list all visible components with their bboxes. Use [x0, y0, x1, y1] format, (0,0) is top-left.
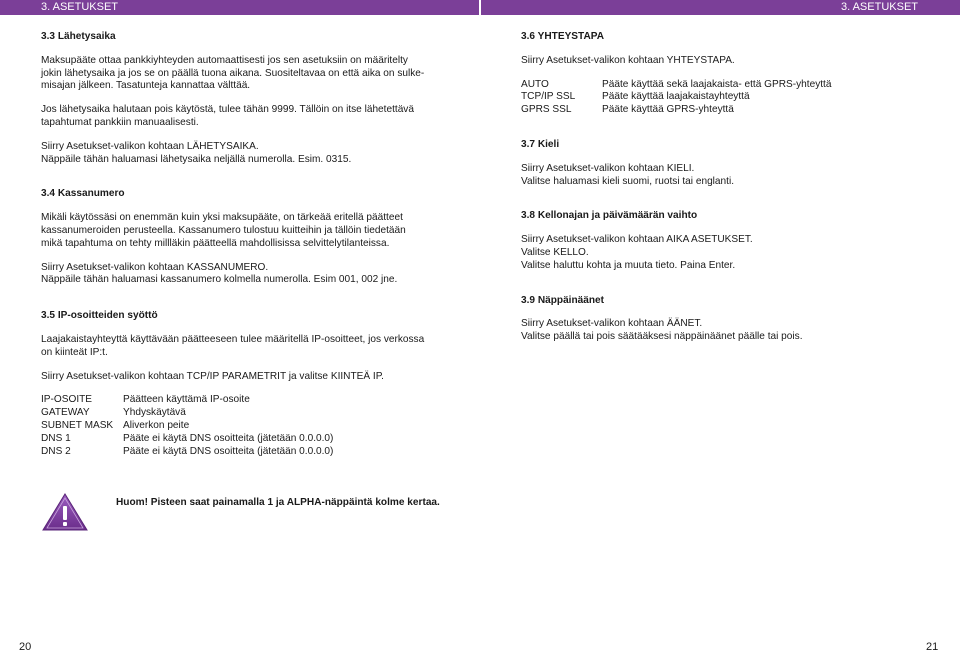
header-band-left	[0, 0, 479, 15]
section-3-5-paragraph-1: Laajakaistayhteyttä käyttävään päätteeseen tulee määritellä IP-osoitteet, jos verkossa on kiinteät IP:t.	[41, 333, 425, 358]
page-number-left: 20	[19, 641, 32, 653]
section-3-9-paragraph-1: Siirry Asetukset-valikon kohtaan ÄÄNET. Valitse päällä tai pois säätääksesi näppäinäänet päälle tai pois.	[521, 318, 803, 343]
definition-term: GATEWAY	[41, 407, 90, 419]
left-page-column	[41, 27, 451, 458]
warning-note-text: Huom! Pisteen saat painamalla 1 ja ALPHA-näppäintä kolme kertaa.	[116, 497, 440, 508]
right-page-column	[521, 27, 921, 344]
section-3-8-paragraph-1: Siirry Asetukset-valikon kohtaan AIKA ASETUKSET. Valitse KELLO. Valitse haluttu kohta ja muuta tieto. Paina Enter.	[521, 234, 753, 271]
definition-description: Yhdyskäytävä	[123, 407, 186, 419]
section-3-8-title: 3.8 Kellonajan ja päivämäärän vaihto	[521, 210, 698, 222]
definition-description: Aliverkon peite	[123, 419, 190, 431]
section-3-7-title: 3.7 Kieli	[521, 138, 560, 150]
header-title-right: 3. ASETUKSET	[840, 1, 918, 13]
page-number-right: 21	[926, 641, 939, 653]
section-3-3-paragraph-3: Siirry Asetukset-valikon kohtaan LÄHETYSAIKA. Näppäile tähän haluamasi lähetysaika neljällä numerolla. Esim. 0315.	[41, 140, 352, 165]
section-3-9-title: 3.9 Näppäinäänet	[521, 294, 605, 306]
warning-icon	[41, 492, 89, 532]
definition-term: DNS 1	[41, 432, 71, 444]
warning-note	[41, 492, 441, 532]
definition-term: GPRS SSL	[521, 104, 572, 116]
section-3-3-title: 3.3 Lähetysaika	[41, 31, 116, 42]
definition-description: Päätteen käyttämä IP-osoite	[123, 394, 250, 406]
section-3-3-paragraph-2: Jos lähetysaika halutaan pois käytöstä, tulee tähän 9999. Tällöin on itse lähetettävä tapahtumat pankkiin manuaalisesti.	[41, 104, 414, 128]
header-title-left: 3. ASETUKSET	[41, 1, 119, 13]
definition-term: TCP/IP SSL	[521, 91, 576, 103]
section-3-6-paragraph-1: Siirry Asetukset-valikon kohtaan YHTEYSTAPA.	[521, 54, 735, 66]
ip-settings-list	[41, 394, 451, 458]
section-3-3-paragraph-1: Maksupääte ottaa pankkiyhteyden automaattisesti jos sen asetuksiin on määritelty jokin lähetysaika ja jos se on päällä tuona aikana. Suositeltavaa on että aika on sulke- misajan jälkeen. Tasatunteja kannattaa välttää.	[41, 54, 425, 92]
section-3-7-paragraph-1: Siirry Asetukset-valikon kohtaan KIELI. Valitse haluamasi kieli suomi, ruotsi tai englanti.	[521, 162, 735, 187]
definition-description: Pääte ei käytä DNS osoitteita (jätetään 0.0.0.0)	[123, 432, 334, 444]
definition-description: Pääte käyttää laajakaistayhteyttä	[602, 91, 750, 103]
section-3-5-title: 3.5 IP-osoitteiden syöttö	[41, 310, 158, 322]
definition-term: DNS 2	[41, 445, 71, 457]
definition-term: SUBNET MASK	[41, 419, 114, 431]
section-3-5-paragraph-2: Siirry Asetukset-valikon kohtaan TCP/IP PARAMETRIT ja valitse KIINTEÄ IP.	[41, 370, 384, 382]
definition-description: Pääte käyttää sekä laajakaista- että GPRS-yhteyttä	[602, 78, 832, 90]
section-3-4-paragraph-2: Siirry Asetukset-valikon kohtaan KASSANUMERO. Näppäile tähän haluamasi kassanumero kolmella numerolla. Esim 001, 002 jne.	[41, 261, 398, 286]
section-3-4-paragraph-1: Mikäli käytössäsi on enemmän kuin yksi maksupääte, on tärkeää eritellä päätteet kassanumeroiden perusteella. Kassanumero tulostuu kuitteihin ja tällöin tiedetään mikä tapahtuma on tehty millläkin päätteellä mahdollisissa selvittelytilanteissa.	[41, 212, 406, 249]
section-3-6-title: 3.6 YHTEYSTAPA	[521, 31, 605, 42]
definition-term: IP-OSOITE	[41, 394, 93, 406]
definition-description: Pääte ei käytä DNS osoitteita (jätetään 0.0.0.0)	[123, 445, 334, 457]
header-band-right	[481, 0, 960, 15]
definition-description: Pääte käyttää GPRS-yhteyttä	[602, 104, 734, 116]
section-3-4-title: 3.4 Kassanumero	[41, 188, 125, 200]
definition-term: AUTO	[521, 78, 549, 90]
connection-mode-list	[521, 79, 921, 117]
